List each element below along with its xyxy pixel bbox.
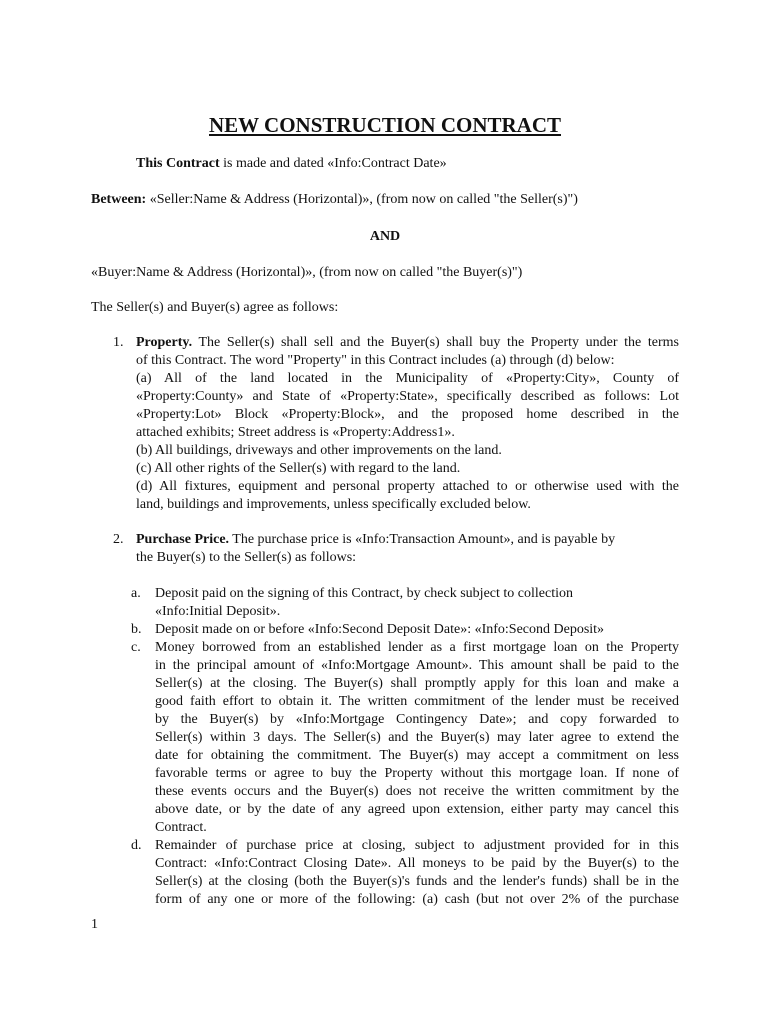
page-number: 1 [91, 917, 98, 932]
section-number: 1. [113, 335, 124, 350]
list-item-line: above date, or by the date of any agreed upon extension, either party may cancel this [155, 802, 679, 817]
list-item-line: good faith effort to obtain it. The written commitment of the lender must be received [155, 694, 679, 709]
list-item-line: favorable terms or agree to buy the Property without this mortgage loan. If none of [155, 766, 679, 781]
list-item-line: Deposit made on or before «Info:Second Deposit Date»: «Info:Second Deposit» [155, 622, 605, 637]
list-item-line: Remainder of purchase price at closing, subject to adjustment provided for in this [155, 838, 679, 853]
list-item-line: Seller(s) at the closing. The Buyer(s) shall promptly apply for this loan and make a [155, 676, 679, 691]
list-item-line: form of any one or more of the following: (a) cash (but not over 2% of the purchase [155, 892, 679, 907]
intro-paragraph [136, 155, 447, 173]
section-heading: Property. [136, 335, 193, 350]
intro-text: is made and dated «Info:Contract Date» [219, 156, 447, 171]
section-line: «Property:County» and State of «Property:State», specifically described as follows: Lot [136, 389, 679, 404]
and-heading: AND [369, 229, 401, 244]
list-item-line: Seller(s) within 3 days. The Seller(s) and the Buyer(s) may later agree to extend the [155, 730, 679, 745]
section-line: (b) All buildings, driveways and other improvements on the land. [136, 443, 502, 458]
list-item-line: Deposit paid on the signing of this Contract, by check subject to collection [155, 586, 573, 601]
list-marker: a. [131, 586, 141, 601]
list-item-line: Seller(s) at the closing (both the Buyer(s)'s funds and the lender's funds) shall be in the [155, 874, 679, 889]
section-line: (d) All fixtures, equipment and personal property attached to or otherwise used with the [136, 479, 679, 494]
list-item-line: these events occurs and the Buyer(s) does not receive the written commitment by the [155, 784, 679, 799]
section-line: (c) All other rights of the Seller(s) with regard to the land. [136, 461, 461, 476]
list-item-line: «Info:Initial Deposit». [155, 604, 281, 619]
buyer-paragraph: «Buyer:Name & Address (Horizontal)», (from now on called "the Buyer(s)") [91, 265, 523, 280]
list-marker: d. [131, 838, 142, 853]
section-line: Property. The Seller(s) shall sell and the Buyer(s) shall buy the Property under the terms [136, 335, 679, 350]
list-item-line: Contract. [155, 820, 207, 835]
section-line: (a) All of the land located in the Municipality of «Property:City», County of [136, 371, 679, 386]
document-title: NEW CONSTRUCTION CONTRACT [209, 113, 561, 137]
between-label: Between: [91, 192, 147, 207]
between-text: «Seller:Name & Address (Horizontal)», (from now on called "the Seller(s)") [146, 192, 578, 207]
list-marker: c. [131, 640, 141, 655]
list-marker: b. [131, 622, 142, 637]
list-item-line: Money borrowed from an established lender as a first mortgage loan on the Property [155, 640, 679, 655]
section-line: the Buyer(s) to the Seller(s) as follows: [136, 550, 357, 565]
list-item-line: Contract: «Info:Contract Closing Date». All moneys to be paid by the Buyer(s) to the [155, 856, 679, 871]
intro-label: This Contract [136, 156, 220, 171]
section-line: «Property:Lot» Block «Property:Block», and the proposed home described in the [136, 407, 679, 422]
section-line: land, buildings and improvements, unless specifically excluded below. [136, 497, 531, 512]
section-number: 2. [113, 532, 124, 547]
agree-paragraph: The Seller(s) and Buyer(s) agree as follows: [91, 300, 339, 315]
list-item-line: by the Buyer(s) by «Info:Mortgage Contingency Date»; and copy forwarded to [155, 712, 679, 727]
section-line: of this Contract. The word "Property" in this Contract includes (a) through (d) below: [136, 353, 615, 368]
section-line: attached exhibits; Street address is «Property:Address1». [136, 425, 455, 440]
section-line: Purchase Price. The purchase price is «Info:Transaction Amount», and is payable by [136, 532, 616, 547]
list-item-line: in the principal amount of «Info:Mortgage Amount». This amount shall be paid to the [155, 658, 679, 673]
list-item-line: date for obtaining the commitment. The Buyer(s) may accept a commitment on less [155, 748, 679, 763]
section-heading: Purchase Price. [136, 532, 230, 547]
between-paragraph [91, 191, 578, 209]
